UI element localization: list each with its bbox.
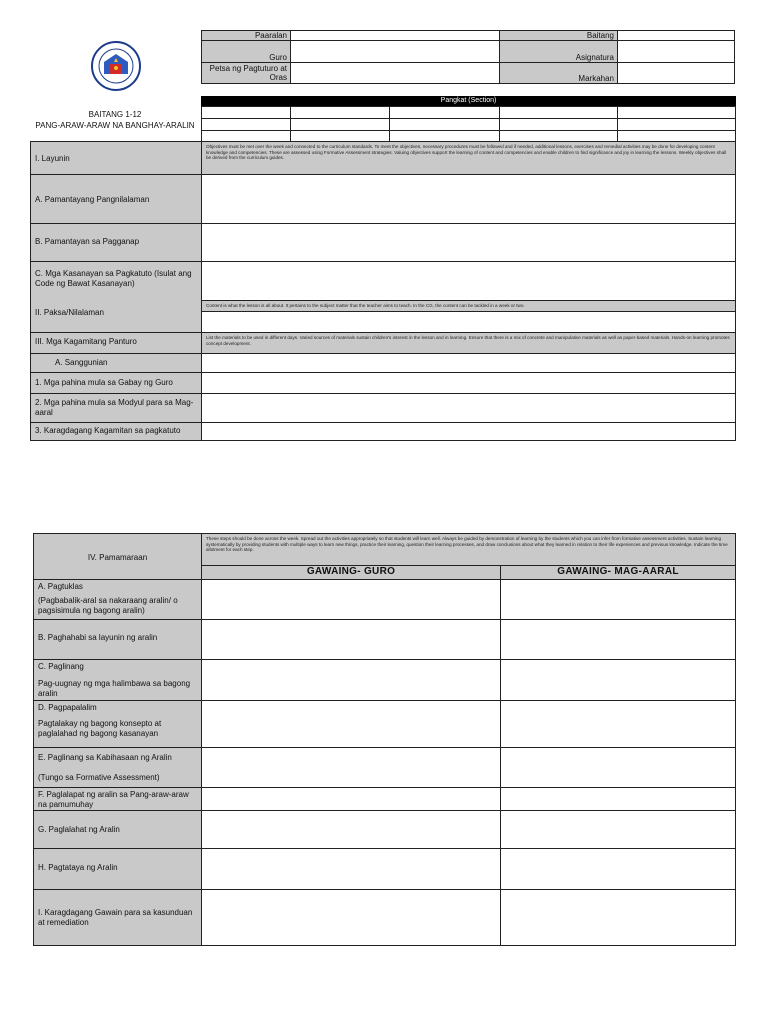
field-guro-paghahabi[interactable] <box>201 619 501 660</box>
label-guro: Guro <box>201 40 291 63</box>
row-label-gabay-guro: 1. Mga pahina mula sa Gabay ng Guro <box>30 372 202 394</box>
title-baitang: BAITANG 1-12 <box>88 110 142 119</box>
pangkat-header: Pangkat (Section) <box>201 96 736 107</box>
field-mag-aaral-pagpapalalim[interactable] <box>500 700 736 748</box>
field-guro-pagpapalalim[interactable] <box>201 700 501 748</box>
step-subtitle: (Tungo sa Formative Assessment) <box>38 773 160 782</box>
field-sanggunian[interactable] <box>201 353 736 373</box>
field-gabay-guro[interactable] <box>201 372 736 394</box>
row-label-kasanayan: C. Mga Kasanayan sa Pagkatuto (Isulat ang Code ng Bawat Kasanayan) <box>35 269 192 288</box>
row-block-kasanayan-paksa <box>30 261 202 333</box>
row-label-pamantayang-pangnilalaman: A. Pamantayang Pangnilalaman <box>30 174 202 224</box>
step-label-paglalahat <box>33 810 202 849</box>
step-title: B. Paghahabi sa layunin ng aralin <box>38 633 158 642</box>
note-kagamitang-panturo: List the materials to be used in different days. Varied sources of materials sustain children's interest in the lesson and in learning. Ensure that there is a mix of concrete and manipulative materials as well as paper-based materials. Hands-on learning promotes concept development. <box>201 332 736 354</box>
field-mag-aaral-pagtuklas[interactable] <box>500 579 736 620</box>
column-header-gawaing-guro: GAWAING- GURO <box>201 565 501 580</box>
step-label-paghahabi <box>33 619 202 660</box>
label-baitang: Baitang <box>499 30 618 41</box>
step-title: A. Pagtuklas <box>38 582 83 591</box>
field-kasanayan[interactable] <box>201 261 736 301</box>
field-petsa[interactable] <box>290 62 500 84</box>
step-title: E. Paglinang sa Kabihasaan ng Aralin <box>38 753 172 762</box>
field-guro[interactable] <box>290 40 500 63</box>
step-label-paglinang <box>33 659 202 701</box>
label-petsa: Petsa ng Pagtuturo at Oras <box>201 62 291 84</box>
field-guro-paglalahat[interactable] <box>201 810 501 849</box>
step-title: F. Paglalapat ng aralin sa Pang-araw-araw na pamumuhay <box>38 790 189 809</box>
field-guro-pagtuklas[interactable] <box>201 579 501 620</box>
deped-seal-logo <box>86 40 146 92</box>
row-label-sanggunian: A. Sanggunian <box>30 353 202 373</box>
step-label-paglalapat <box>33 787 202 811</box>
field-guro-kabihasaan[interactable] <box>201 747 501 788</box>
field-markahan[interactable] <box>617 62 735 84</box>
step-label-pagpapalalim <box>33 700 202 748</box>
step-title: I. Karagdagang Gawain para sa kasunduan at remediation <box>38 908 193 927</box>
step-title: H. Pagtataya ng Aralin <box>38 863 118 872</box>
label-paaralan: Paaralan <box>201 30 291 41</box>
field-guro-paglalapat[interactable] <box>201 787 501 811</box>
row-label-modyul: 2. Mga pahina mula sa Modyul para sa Mag-aaral <box>30 393 202 423</box>
step-subtitle: Pagtalakay ng bagong konsepto at paglalahad ng bagong kasanayan <box>38 719 162 738</box>
row-label-kagamitang-panturo: III. Mga Kagamitang Panturo <box>30 332 202 354</box>
field-mag-aaral-kabihasaan[interactable] <box>500 747 736 788</box>
title-banghay-aralin: PANG-ARAW-ARAW NA BANGHAY-ARALIN <box>35 121 195 130</box>
row-label-karagdagang-kagamitan: 3. Karagdagang Kagamitan sa pagkatuto <box>30 422 202 441</box>
field-mag-aaral-karagdagang-gawain[interactable] <box>500 889 736 946</box>
note-paksa: Content is what the lesson is all about. It pertains to the subject matter that the teacher aims to teach. In the CG, the content can be tackled in a week or two. <box>201 300 736 312</box>
row-label-layunin: I. Layunin <box>30 141 202 175</box>
step-subtitle: (Pagbabalik-aral sa nakaraang aralin/ o pagsisimula ng bagong aralin) <box>38 596 178 615</box>
step-subtitle: Pag-uugnay ng mga halimbawa sa bagong aralin <box>38 679 191 698</box>
label-markahan: Markahan <box>499 62 618 84</box>
field-mag-aaral-paglalahat[interactable] <box>500 810 736 849</box>
step-label-pagtataya <box>33 848 202 890</box>
field-asignatura[interactable] <box>617 40 735 63</box>
note-pamamaraan: These steps should be done across the week. Spread out the activities appropriately so that students will learn well. Always be guided by demonstration of learning by the students which you can infer from formative assessment activities. Sustain learning systematically by providing students with multiple ways to learn new things, practice their learning, question their learning processes, and draw conclusions about what they learned in relation to their life experiences and previous knowledge. Indicate the time allotment for each step. <box>201 533 736 566</box>
field-karagdagang-kagamitan[interactable] <box>201 422 736 441</box>
column-header-gawaing-mag-aaral: GAWAING- MAG-AARAL <box>500 565 736 580</box>
step-title: C. Paglinang <box>38 662 84 671</box>
field-mag-aaral-paglinang[interactable] <box>500 659 736 701</box>
row-label-paksa: II. Paksa/Nilalaman <box>35 308 104 317</box>
label-asignatura: Asignatura <box>499 40 618 63</box>
field-mag-aaral-paghahabi[interactable] <box>500 619 736 660</box>
step-title: D. Pagpapalalim <box>38 703 97 712</box>
field-mag-aaral-pagtataya[interactable] <box>500 848 736 890</box>
step-label-pagtuklas <box>33 579 202 620</box>
field-guro-pagtataya[interactable] <box>201 848 501 890</box>
step-label-karagdagang-gawain <box>33 889 202 946</box>
field-modyul[interactable] <box>201 393 736 423</box>
field-pamantayang-pangnilalaman[interactable] <box>201 174 736 224</box>
step-title: G. Paglalahat ng Aralin <box>38 825 120 834</box>
field-guro-paglinang[interactable] <box>201 659 501 701</box>
field-paksa[interactable] <box>201 311 736 333</box>
note-layunin: Objectives must be met over the week and connected to the curriculum standards. To meet the objectives, necessary procedures must be followed and if needed, additional lessons, exercises and remedial activities may be done for developing content knowledge and competencies. These are assessed using Formative Assessment strategies. Valuing objectives support the learning of content and competencies and enable children to find significance and joy in learning the lessons. Weekly objectives shall be derived from the curriculum guides. <box>201 141 736 175</box>
row-label-pamantayan-sa-pagganap: B. Pamantayan sa Pagganap <box>30 223 202 262</box>
step-label-kabihasaan <box>33 747 202 788</box>
field-pamantayan-sa-pagganap[interactable] <box>201 223 736 262</box>
field-guro-karagdagang-gawain[interactable] <box>201 889 501 946</box>
field-mag-aaral-paglalapat[interactable] <box>500 787 736 811</box>
row-label-pamamaraan: IV. Pamamaraan <box>33 533 202 580</box>
